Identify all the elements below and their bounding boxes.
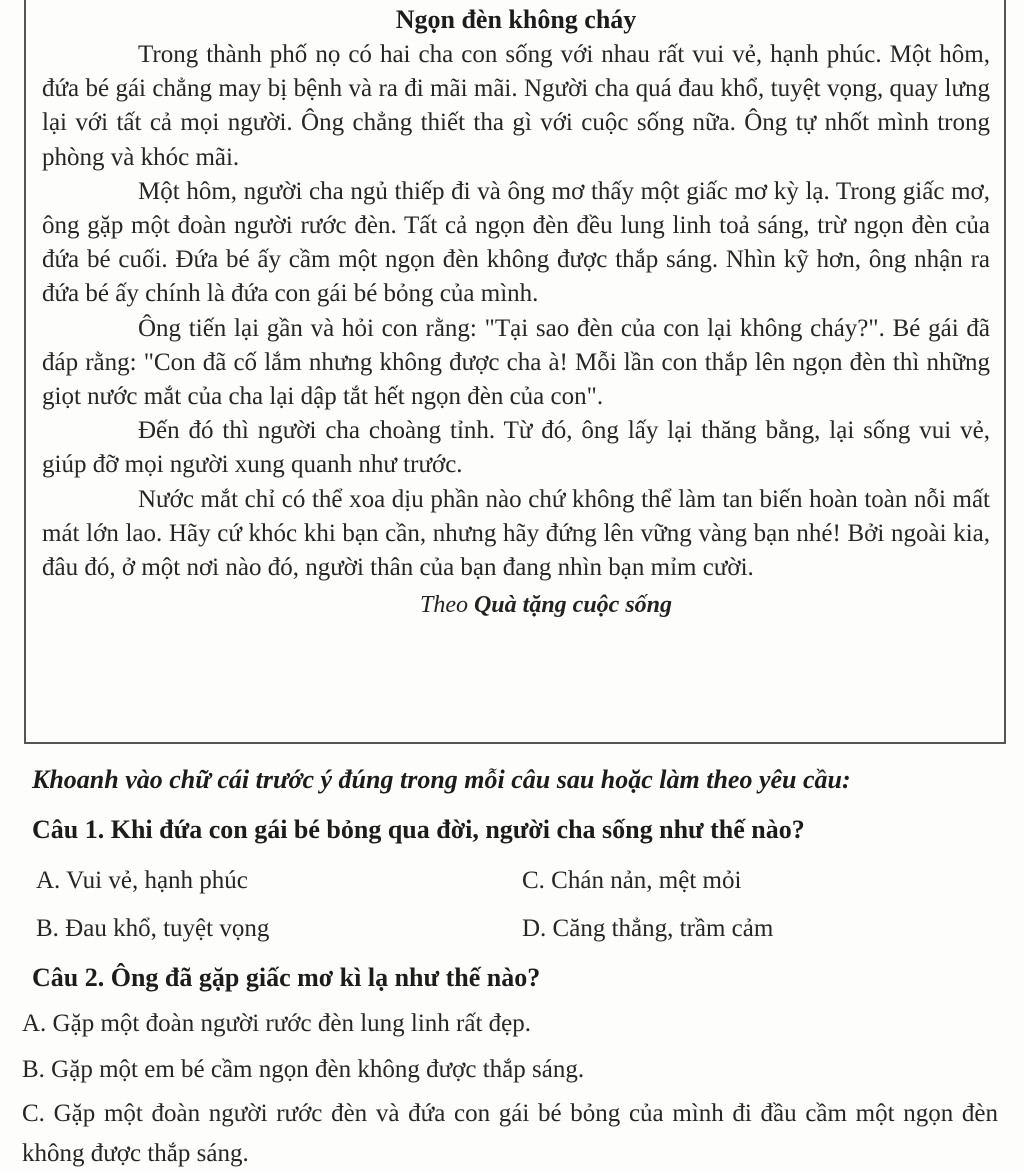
question-1-option-c[interactable]: C. Chán nản, mệt mỏi <box>522 867 742 894</box>
story-source <box>42 587 990 623</box>
exercise-instruction: Khoanh vào chữ cái trước ý đúng trong mỗi câu sau hoặc làm theo yêu cầu: <box>32 765 851 794</box>
question-1-option-d[interactable]: D. Căng thẳng, trầm cảm <box>522 915 774 942</box>
story-title: Ngọn đèn không cháy <box>395 5 637 34</box>
question-2-title: Câu 2. Ông đã gặp giấc mơ kì lạ như thế nào? <box>32 963 541 992</box>
question-1-option-b[interactable]: B. Đau khổ, tuyệt vọng <box>36 915 270 942</box>
story-paragraph: Trong thành phố nọ có hai cha con sống với nhau rất vui vẻ, hạnh phúc. Một hôm, đứa bé gái chẳng may bị bệnh và ra đi mãi mãi. Người cha quá đau khổ, tuyệt vọng, quay lưng lại với tất cả mọi người. Ông chẳng thiết tha gì với cuộc sống nữa. Ông tự nhốt mình trong phòng và khóc mãi. <box>42 41 990 171</box>
story-paragraph: Một hôm, người cha ngủ thiếp đi và ông mơ thấy một giấc mơ kỳ lạ. Trong giấc mơ, ông gặp một đoàn người rước đèn. Tất cả ngọn đèn đều lung linh toả sáng, trừ ngọn đèn của đứa bé cuối. Đứa bé ấy cầm một ngọn đèn không được thắp sáng. Nhìn kỹ hơn, ông nhận ra đứa bé ấy chính là đứa con gái bé bỏng của mình. <box>42 177 990 308</box>
question-2-option-a[interactable]: A. Gặp một đoàn người rước đèn lung linh rất đẹp. <box>22 1010 531 1037</box>
source-book-title: Quà tặng cuộc sống <box>473 592 673 619</box>
source-prefix: Theo <box>419 592 468 619</box>
question-2-option-b[interactable]: B. Gặp một em bé cầm ngọn đèn không được thắp sáng. <box>22 1056 585 1083</box>
reading-passage-box <box>24 0 1006 744</box>
story-paragraph: Nước mắt chỉ có thể xoa dịu phần nào chứ không thể làm tan biến hoàn toàn nỗi mất mát lớn lao. Hãy cứ khóc khi bạn cần, nhưng hãy đứng lên vững vàng bạn nhé! Bởi ngoài kia, đâu đó, ở một nơi nào đó, người thân của bạn đang nhìn bạn mỉm cười. <box>42 485 990 582</box>
question-2-option-c[interactable]: C. Gặp một đoàn người rước đèn và đứa con gái bé bỏng của mình đi đầu cầm một ngọn đèn không được thắp sáng. <box>22 1100 998 1167</box>
story-paragraph: Ông tiến lại gần và hỏi con rằng: "Tại sao đèn của con lại không cháy?". Bé gái đã đáp rằng: "Con đã cố lắm nhưng không được cha à! Mỗi lần con thắp lên ngọn đèn thì những giọt nước mắt của cha lại dập tắt hết ngọn đèn của con". <box>42 314 990 411</box>
story-paragraph: Đến đó thì người cha choàng tỉnh. Từ đó, ông lấy lại thăng bằng, lại sống vui vẻ, giúp đỡ mọi người xung quanh như trước. <box>42 417 990 479</box>
question-1-option-a[interactable]: A. Vui vẻ, hạnh phúc <box>36 867 248 894</box>
question-1-title: Câu 1. Khi đứa con gái bé bỏng qua đời, người cha sống như thế nào? <box>32 815 805 844</box>
